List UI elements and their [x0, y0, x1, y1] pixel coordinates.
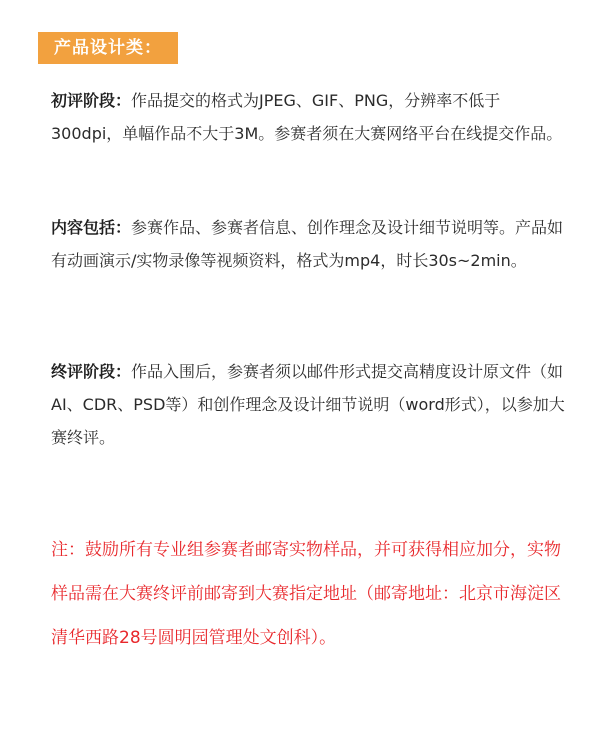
paragraph-final-review — [51, 355, 566, 454]
paragraph-content-includes — [51, 211, 566, 277]
note-paragraph: 注：鼓励所有专业组参赛者邮寄实物样品，并可获得相应加分，实物样品需在大赛终评前邮寄到大赛指定地址（邮寄地址：北京市海淀区清华西路28号圆明园管理处文创科）。 — [51, 540, 561, 648]
paragraph-label: 内容包括： — [51, 218, 132, 237]
paragraph-preliminary-review — [51, 84, 566, 150]
paragraph-text: 参赛作品、参赛者信息、创作理念及设计细节说明等。产品如有动画演示/实物录像等视频资料，格式为mp4，时长30s~2min。 — [51, 218, 564, 270]
paragraph-label: 初评阶段： — [51, 91, 132, 110]
section-title-tag: 产品设计类： — [38, 32, 178, 64]
paragraph-text: 作品入围后，参赛者须以邮件形式提交高精度设计原文件（如AI、CDR、PSD等）和创作理念及设计细节说明（word形式），以参加大赛终评。 — [51, 362, 565, 447]
paragraph-label: 终评阶段： — [51, 362, 132, 381]
paragraph-text: 作品提交的格式为JPEG、GIF、PNG，分辨率不低于300dpi，单幅作品不大于3M。参赛者须在大赛网络平台在线提交作品。 — [51, 91, 563, 143]
